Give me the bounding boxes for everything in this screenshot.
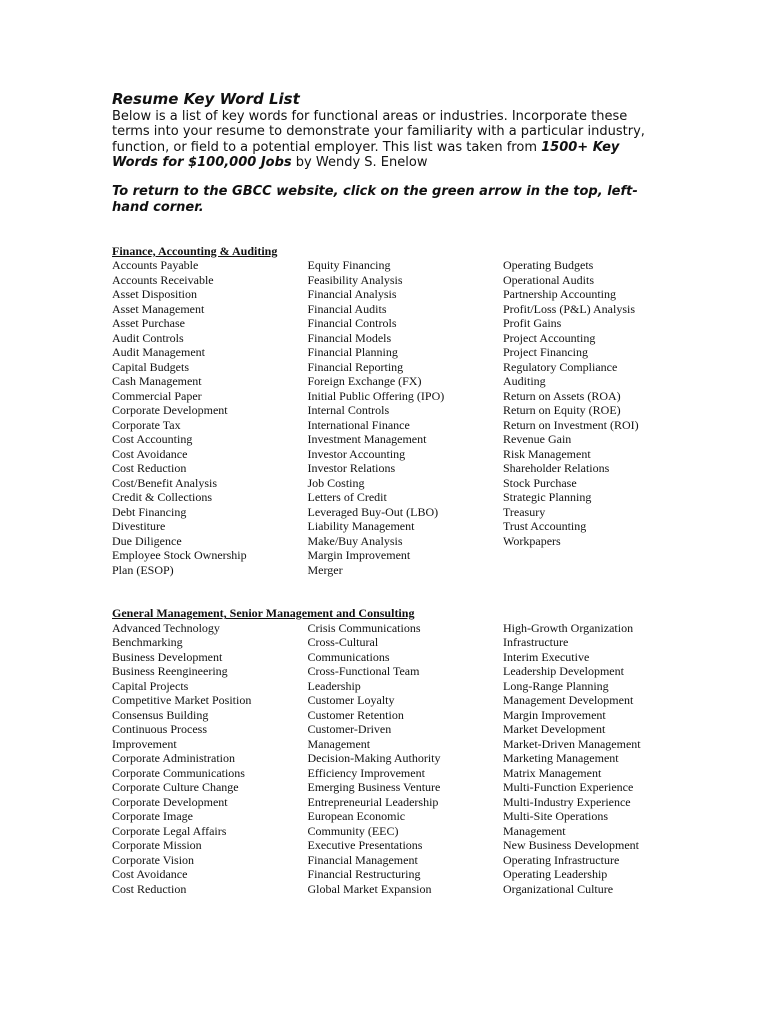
keyword-item: Corporate Administration bbox=[112, 751, 235, 766]
keyword-item: Investor Accounting bbox=[307, 446, 406, 461]
keyword-item: Benchmarking bbox=[112, 635, 183, 650]
keyword-item: Financial Reporting bbox=[307, 359, 404, 374]
keyword-item: Equity Financing bbox=[307, 258, 391, 273]
keyword-item: Multi-Industry Experience bbox=[503, 794, 631, 809]
keyword-item: Customer Loyalty bbox=[307, 693, 395, 708]
keyword-item: European Economic bbox=[307, 809, 406, 824]
keyword-item: Make/Buy Analysis bbox=[307, 533, 403, 548]
keyword-item: Return on Investment (ROI) bbox=[503, 417, 639, 432]
keyword-columns bbox=[112, 621, 752, 897]
keyword-item: Auditing bbox=[503, 374, 546, 389]
keyword-item: Executive Presentations bbox=[307, 838, 423, 853]
keyword-item: Community (EEC) bbox=[307, 823, 399, 838]
keyword-item: Financial Planning bbox=[307, 345, 398, 360]
keyword-item: Financial Restructuring bbox=[307, 867, 421, 882]
keyword-item: High-Growth Organization bbox=[503, 620, 634, 635]
keyword-item: Treasury bbox=[503, 504, 546, 519]
keyword-item: Trust Accounting bbox=[503, 519, 587, 534]
keyword-item: Market-Driven Management bbox=[503, 736, 641, 751]
keyword-item: Strategic Planning bbox=[503, 490, 592, 505]
keyword-item: Leadership bbox=[307, 678, 361, 693]
keyword-item: Corporate Development bbox=[112, 794, 228, 809]
keyword-item: Merger bbox=[307, 562, 343, 577]
keyword-item: Multi-Function Experience bbox=[503, 780, 634, 795]
keyword-item: Corporate Communications bbox=[112, 765, 245, 780]
section-heading: Finance, Accounting & Auditing bbox=[112, 243, 278, 258]
keyword-item: Plan (ESOP) bbox=[112, 562, 174, 577]
keyword-item: Decision-Making Authority bbox=[307, 751, 441, 766]
keyword-item: Operational Audits bbox=[503, 272, 594, 287]
keyword-column bbox=[503, 258, 699, 577]
keyword-item: Due Diligence bbox=[112, 533, 182, 548]
keyword-item: Entrepreneurial Leadership bbox=[307, 794, 439, 809]
keyword-item: Interim Executive bbox=[503, 649, 590, 664]
keyword-item: Corporate Vision bbox=[112, 852, 195, 867]
keyword-item: Credit & Collections bbox=[112, 490, 212, 505]
keyword-item: Initial Public Offering (IPO) bbox=[307, 388, 445, 403]
keyword-item: Infrastructure bbox=[503, 635, 569, 650]
keyword-item: Business Development bbox=[112, 649, 223, 664]
return-note: To return to the GBCC website, click on the green arrow in the top, left-hand corner. bbox=[112, 183, 638, 215]
keyword-item: Feasibility Analysis bbox=[307, 272, 403, 287]
keyword-item: Crisis Communications bbox=[307, 620, 421, 635]
keyword-item: Operating Budgets bbox=[503, 258, 594, 273]
keyword-item: Operating Leadership bbox=[503, 867, 608, 882]
keyword-item: Financial Analysis bbox=[307, 287, 397, 302]
keyword-columns bbox=[112, 258, 752, 577]
keyword-item: Accounts Payable bbox=[112, 258, 199, 273]
book-title: 1500+ Key Words for $100,000 Jobs bbox=[112, 139, 620, 171]
keyword-item: Communications bbox=[307, 649, 390, 664]
keyword-item: Competitive Market Position bbox=[112, 693, 252, 708]
keyword-item: Management Development bbox=[503, 693, 634, 708]
keyword-item: Project Financing bbox=[503, 345, 588, 360]
keyword-item: Audit Management bbox=[112, 345, 205, 360]
keyword-item: Asset Purchase bbox=[112, 316, 185, 331]
keyword-item: Commercial Paper bbox=[112, 388, 202, 403]
keyword-item: Financial Management bbox=[307, 852, 418, 867]
keyword-item: Margin Improvement bbox=[307, 548, 411, 563]
keyword-item: Marketing Management bbox=[503, 751, 619, 766]
keyword-item: Corporate Development bbox=[112, 403, 228, 418]
keyword-item: Project Accounting bbox=[503, 330, 596, 345]
intro-text: Below is a list of key words for functional areas or industries. Incorporate these terms into your resume to demonstrate your familiarity with a particular industry, function, or field to a potential employer. This list was taken from bbox=[112, 109, 645, 155]
keyword-item: Management bbox=[307, 736, 371, 751]
keyword-item: Cross-Cultural bbox=[307, 635, 379, 650]
keyword-item: Emerging Business Venture bbox=[307, 780, 441, 795]
keyword-item: Corporate Image bbox=[112, 809, 193, 824]
intro-author: by Wendy S. Enelow bbox=[291, 155, 428, 171]
keyword-item: Leadership Development bbox=[503, 664, 624, 679]
keyword-item: Return on Assets (ROA) bbox=[503, 388, 621, 403]
keyword-item: Customer Retention bbox=[307, 707, 404, 722]
keyword-item: Revenue Gain bbox=[503, 432, 572, 447]
keyword-item: Financial Models bbox=[307, 330, 392, 345]
keyword-item: Long-Range Planning bbox=[503, 678, 609, 693]
keyword-item: Internal Controls bbox=[307, 403, 390, 418]
keyword-item: Leveraged Buy-Out (LBO) bbox=[307, 504, 439, 519]
page-title: Resume Key Word List bbox=[112, 90, 300, 108]
section-management bbox=[112, 606, 752, 896]
keyword-item: Cost Avoidance bbox=[112, 867, 188, 882]
keyword-item: Margin Improvement bbox=[503, 707, 606, 722]
keyword-item: Continuous Process bbox=[112, 722, 208, 737]
keyword-item: Advanced Technology bbox=[112, 620, 220, 635]
keyword-item: Market Development bbox=[503, 722, 606, 737]
keyword-item: Workpapers bbox=[503, 533, 561, 548]
keyword-item: Global Market Expansion bbox=[307, 881, 432, 896]
keyword-column bbox=[112, 621, 308, 897]
keyword-column bbox=[503, 621, 699, 897]
keyword-item: Job Costing bbox=[307, 475, 365, 490]
keyword-item: Capital Budgets bbox=[112, 359, 189, 374]
keyword-item: Cost Reduction bbox=[112, 461, 187, 476]
keyword-item: Financial Audits bbox=[307, 301, 387, 316]
section-finance bbox=[112, 244, 752, 578]
keyword-item: Debt Financing bbox=[112, 504, 187, 519]
keyword-item: Profit/Loss (P&L) Analysis bbox=[503, 301, 636, 316]
keyword-item: Cross-Functional Team bbox=[307, 664, 420, 679]
document-page bbox=[112, 90, 752, 896]
keyword-item: Cost/Benefit Analysis bbox=[112, 475, 217, 490]
keyword-item: Stock Purchase bbox=[503, 475, 577, 490]
keyword-item: Regulatory Compliance bbox=[503, 359, 618, 374]
keyword-item: Investor Relations bbox=[307, 461, 396, 476]
keyword-item: Management bbox=[503, 823, 566, 838]
keyword-item: Asset Management bbox=[112, 301, 205, 316]
keyword-column bbox=[308, 258, 504, 577]
keyword-item: Letters of Credit bbox=[307, 490, 387, 505]
keyword-item: Foreign Exchange (FX) bbox=[307, 374, 422, 389]
keyword-item: Return on Equity (ROE) bbox=[503, 403, 621, 418]
intro-paragraph bbox=[112, 109, 652, 171]
keyword-item: Improvement bbox=[112, 736, 177, 751]
keyword-item: Shareholder Relations bbox=[503, 461, 610, 476]
keyword-item: Corporate Culture Change bbox=[112, 780, 239, 795]
keyword-item: Asset Disposition bbox=[112, 287, 198, 302]
keyword-item: Cash Management bbox=[112, 374, 202, 389]
keyword-item: Corporate Tax bbox=[112, 417, 181, 432]
keyword-item: Business Reengineering bbox=[112, 664, 228, 679]
keyword-item: Financial Controls bbox=[307, 316, 397, 331]
keyword-item: Cost Reduction bbox=[112, 881, 187, 896]
keyword-item: Efficiency Improvement bbox=[307, 765, 425, 780]
keyword-item: Consensus Building bbox=[112, 707, 209, 722]
keyword-item: Liability Management bbox=[307, 519, 415, 534]
keyword-item: Multi-Site Operations bbox=[503, 809, 608, 824]
keyword-item: Customer-Driven bbox=[307, 722, 392, 737]
keyword-item: Operating Infrastructure bbox=[503, 852, 620, 867]
keyword-item: Accounts Receivable bbox=[112, 272, 214, 287]
keyword-item: Cost Accounting bbox=[112, 432, 193, 447]
keyword-item: Cost Avoidance bbox=[112, 446, 188, 461]
keyword-item: Partnership Accounting bbox=[503, 287, 616, 302]
keyword-item: New Business Development bbox=[503, 838, 639, 853]
keyword-item: Audit Controls bbox=[112, 330, 184, 345]
keyword-column bbox=[308, 621, 504, 897]
keyword-item: Divestiture bbox=[112, 519, 166, 534]
keyword-item: Corporate Legal Affairs bbox=[112, 823, 227, 838]
keyword-item: Matrix Management bbox=[503, 765, 602, 780]
keyword-item: Employee Stock Ownership bbox=[112, 548, 247, 563]
keyword-column bbox=[112, 258, 308, 577]
keyword-item: Organizational Culture bbox=[503, 881, 614, 896]
keyword-item: Profit Gains bbox=[503, 316, 562, 331]
keyword-item: International Finance bbox=[307, 417, 410, 432]
section-heading: General Management, Senior Management and Consulting bbox=[112, 606, 415, 621]
keyword-item: Risk Management bbox=[503, 446, 591, 461]
keyword-item: Capital Projects bbox=[112, 678, 189, 693]
keyword-item: Investment Management bbox=[307, 432, 427, 447]
keyword-item: Corporate Mission bbox=[112, 838, 202, 853]
